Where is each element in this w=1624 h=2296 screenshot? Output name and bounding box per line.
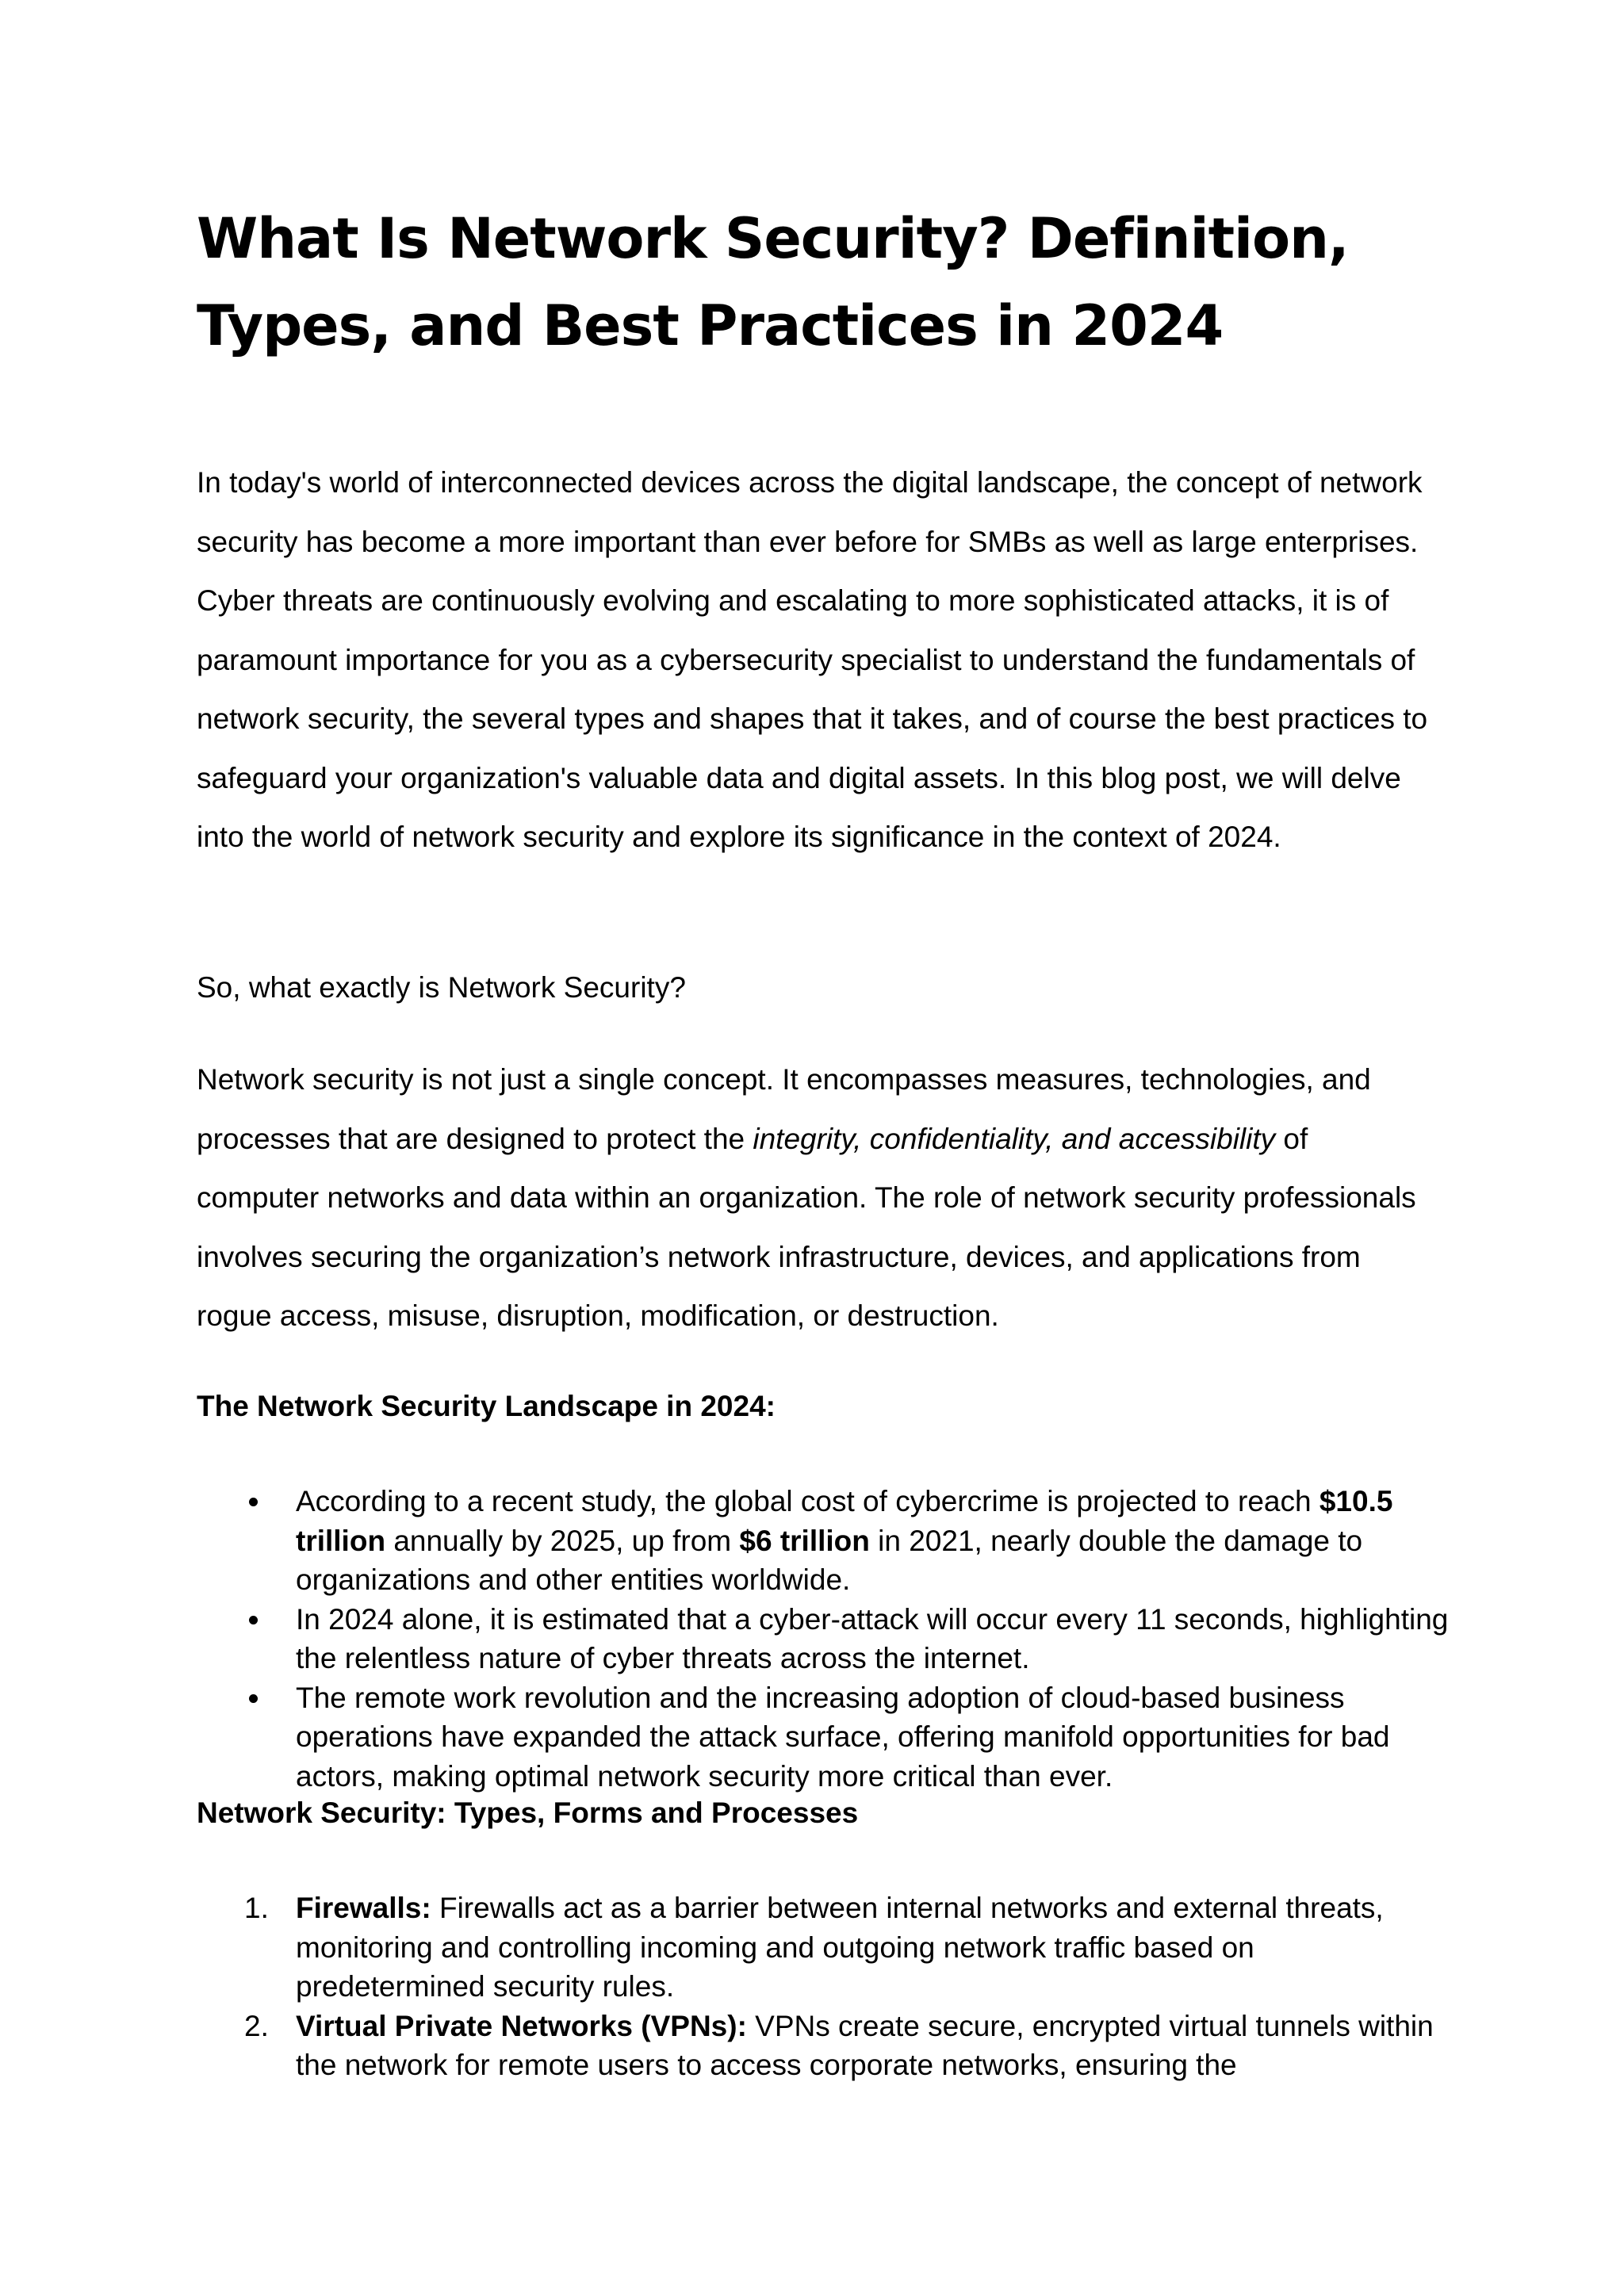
- bullet-icon: [249, 1694, 258, 1703]
- types-heading: Network Security: Types, Forms and Processes: [197, 1797, 859, 1829]
- definition-paragraph: [197, 1050, 1434, 1346]
- bullet-text: in 2021, nearly double the damage to organizations and other entities worldwide.: [296, 1524, 1363, 1596]
- page-title: What Is Network Security? Definition, Types, and Best Practices in 2024: [197, 206, 1349, 358]
- list-item: [197, 1888, 1450, 2007]
- intro-paragraph: In today's world of interconnected devices across the digital landscape, the concept of network security has become a more important than ever before for SMBs as well as large enterprises. Cyber threats are continuously evolving and escalating to more sophisticated attacks, it is of paramount importance for you as a cybersecurity specialist to understand the fundamentals of network security, the several types and shapes that it takes, and of course the best practices to safeguard your organization's valuable data and digital assets. In this blog post, we will delve into the world of network security and explore its significance in the context of 2024.: [197, 466, 1428, 853]
- bullet-text: The remote work revolution and the increasing adoption of cloud-based business operations have expanded the attack surface, offering manifold opportunities for bad actors, making optimal network security more critical than ever.: [296, 1681, 1390, 1793]
- bullet-icon: [249, 1616, 258, 1624]
- types-numbered-list: [197, 1888, 1450, 2085]
- bullet-text: annually by 2025, up from: [385, 1524, 740, 1557]
- item-label: Firewalls:: [296, 1892, 431, 1924]
- list-item: [197, 1482, 1450, 1600]
- bullet-icon: [249, 1498, 258, 1506]
- bullet-bold-value: $6 trillion: [739, 1524, 870, 1557]
- item-text: Firewalls act as a barrier between internal networks and external threats, monitoring and controlling incoming and outgoing network traffic based on predetermined security rules.: [296, 1892, 1384, 2003]
- list-number: 2.: [244, 2009, 269, 2042]
- question-paragraph: So, what exactly is Network Security?: [197, 971, 686, 1004]
- bullet-text: According to a recent study, the global cost of cybercrime is projected to reach: [296, 1485, 1320, 1517]
- list-item: [197, 1678, 1450, 1797]
- list-item: [197, 1600, 1450, 1678]
- item-text: VPNs create secure, encrypted virtual tunnels within the network for remote users to access corporate networks, ensuring the: [296, 2009, 1434, 2081]
- definition-text-end: of computer networks and data within an organization. The role of network security professionals involves securing the organization’s network infrastructure, devices, and applications from rogue access, misuse, disruption, modification, or destruction.: [197, 1122, 1416, 1332]
- definition-text-start: Network security is not just a single concept. It encompasses measures, technologies, and processes that are designed to protect the: [197, 1063, 1371, 1155]
- bullet-text: In 2024 alone, it is estimated that a cyber-attack will occur every 11 seconds, highlighting the relentless nature of cyber threats across the internet.: [296, 1602, 1449, 1674]
- landscape-bullet-list: [197, 1482, 1450, 1796]
- definition-emphasis: integrity, confidentiality, and accessibility: [753, 1122, 1276, 1155]
- bullet-bold-value: $10.5 trillion: [296, 1485, 1393, 1557]
- list-number: 1.: [244, 1892, 269, 1924]
- landscape-heading: The Network Security Landscape in 2024:: [197, 1390, 776, 1422]
- list-item: [197, 2007, 1450, 2085]
- item-label: Virtual Private Networks (VPNs):: [296, 2009, 747, 2042]
